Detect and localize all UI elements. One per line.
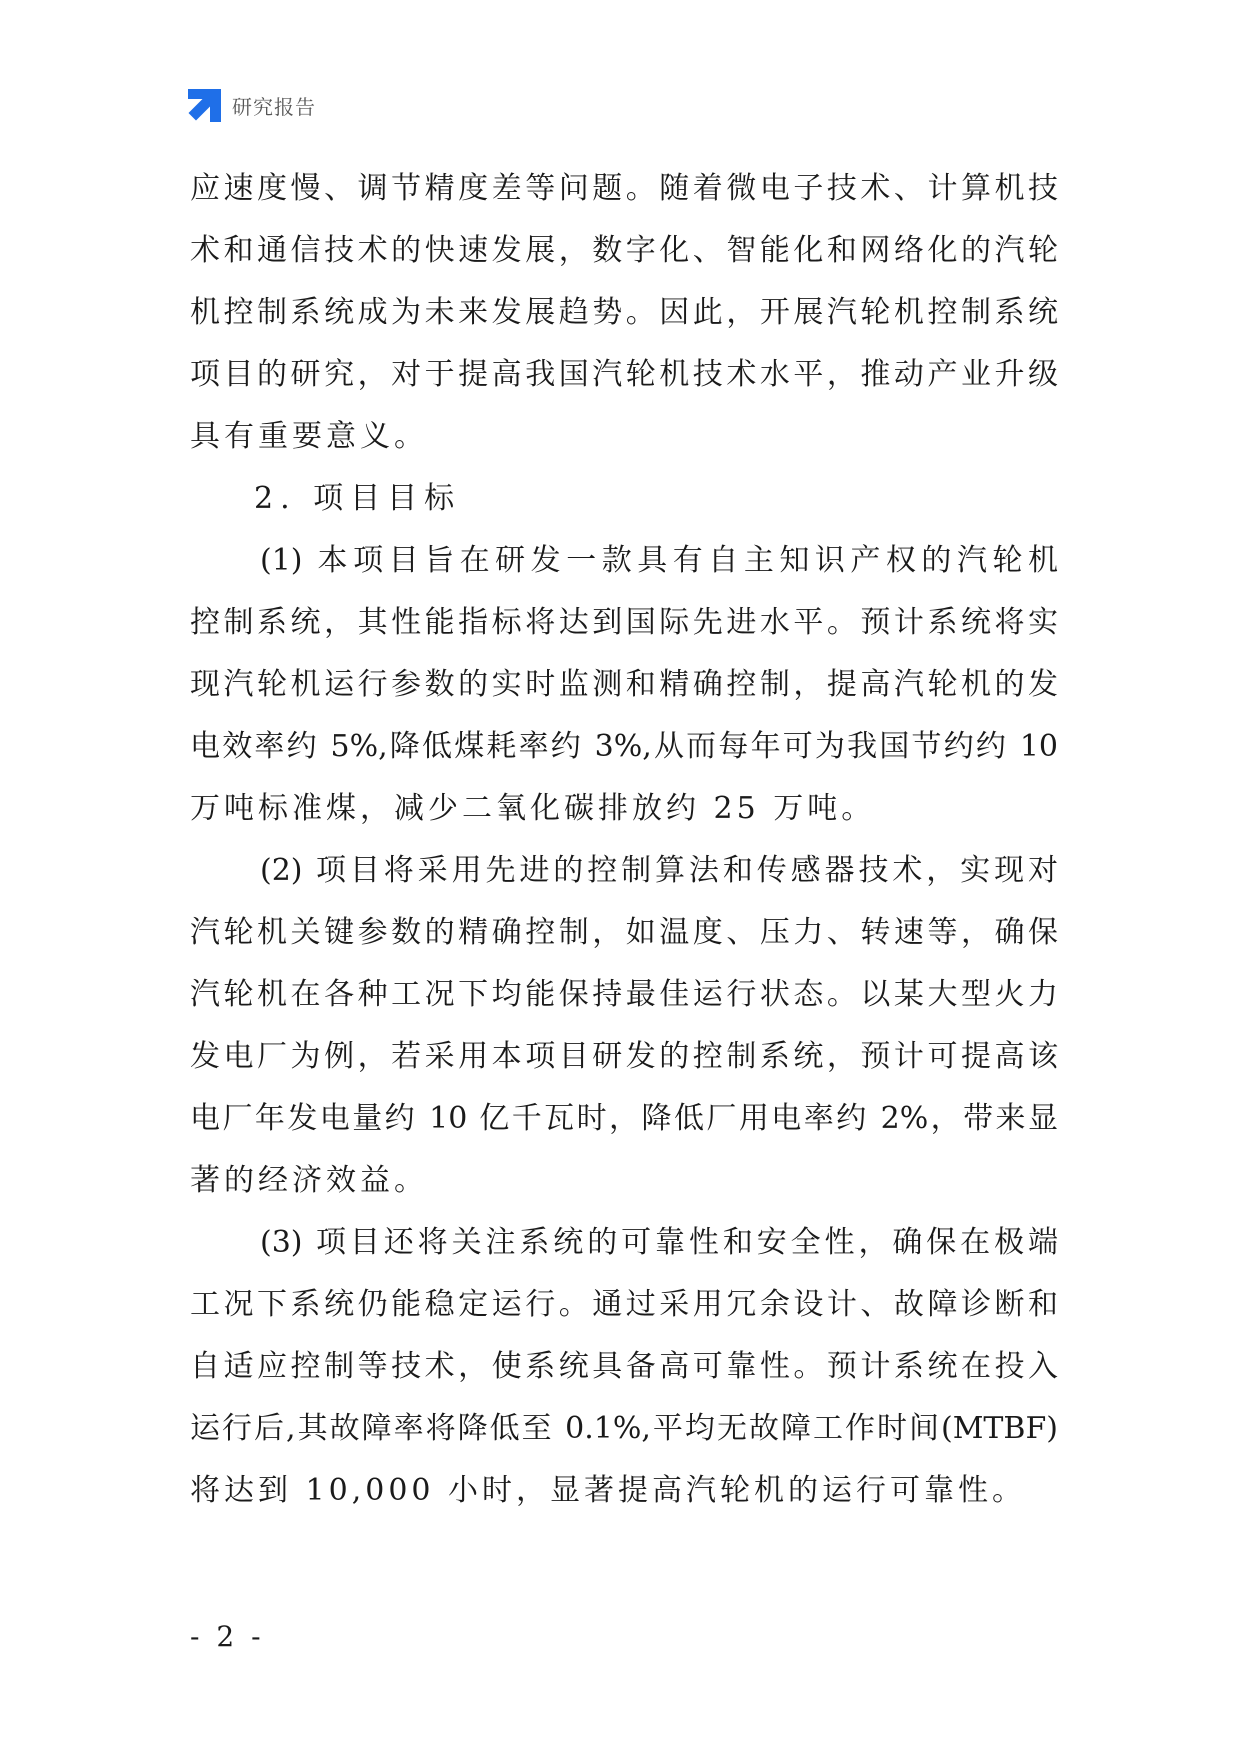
section-heading: 2. 项目目标 — [254, 481, 462, 516]
arrow-up-right-icon — [188, 89, 221, 122]
paragraph-first-line: (2) 项目将采用先进的控制算法和传感器技术，实现对 — [260, 853, 1058, 888]
body-line: 汽轮机在各种工况下均能保持最佳运行状态。以某大型火力 — [190, 977, 1058, 1012]
body-line: 著的经济效益。 — [190, 1163, 428, 1198]
body-line: 控制系统，其性能指标将达到国际先进水平。预计系统将实 — [190, 605, 1058, 640]
body-line: 万吨标准煤，减少二氧化碳排放约 25 万吨。 — [190, 791, 876, 826]
body-line: 发电厂为例，若采用本项目研发的控制系统，预计可提高该 — [190, 1039, 1058, 1074]
body-line: 具有重要意义。 — [190, 419, 428, 454]
body-line: 机控制系统成为未来发展趋势。因此，开展汽轮机控制系统 — [190, 295, 1058, 330]
document-body — [190, 158, 1058, 1522]
header-title: 研究报告 — [232, 94, 316, 119]
body-line: 电效率约 5%,降低煤耗率约 3%,从而每年可为我国节约约 10 — [190, 729, 1058, 764]
paragraph-first-line: (3) 项目还将关注系统的可靠性和安全性，确保在极端 — [260, 1225, 1058, 1260]
body-line: 应速度慢、调节精度差等问题。随着微电子技术、计算机技 — [190, 171, 1058, 206]
body-line: 电厂年发电量约 10 亿千瓦时，降低厂用电率约 2%，带来显 — [190, 1101, 1058, 1136]
report-header — [188, 88, 316, 122]
body-line: 将达到 10,000 小时，显著提高汽轮机的运行可靠性。 — [190, 1473, 1027, 1508]
body-line: 工况下系统仍能稳定运行。通过采用冗余设计、故障诊断和 — [190, 1287, 1058, 1322]
body-line: 项目的研究，对于提高我国汽轮机技术水平，推动产业升级 — [190, 357, 1058, 392]
body-line: 现汽轮机运行参数的实时监测和精确控制，提高汽轮机的发 — [190, 667, 1058, 702]
body-line: 汽轮机关键参数的精确控制，如温度、压力、转速等，确保 — [190, 915, 1058, 950]
body-line: 术和通信技术的快速发展，数字化、智能化和网络化的汽轮 — [190, 233, 1058, 268]
page-number: - 2 - — [190, 1620, 265, 1653]
paragraph-first-line: (1) 本项目旨在研发一款具有自主知识产权的汽轮机 — [260, 543, 1058, 578]
body-line: 运行后,其故障率将降低至 0.1%,平均无故障工作时间(MTBF) — [190, 1411, 1058, 1446]
body-line: 自适应控制等技术，使系统具备高可靠性。预计系统在投入 — [190, 1349, 1058, 1384]
